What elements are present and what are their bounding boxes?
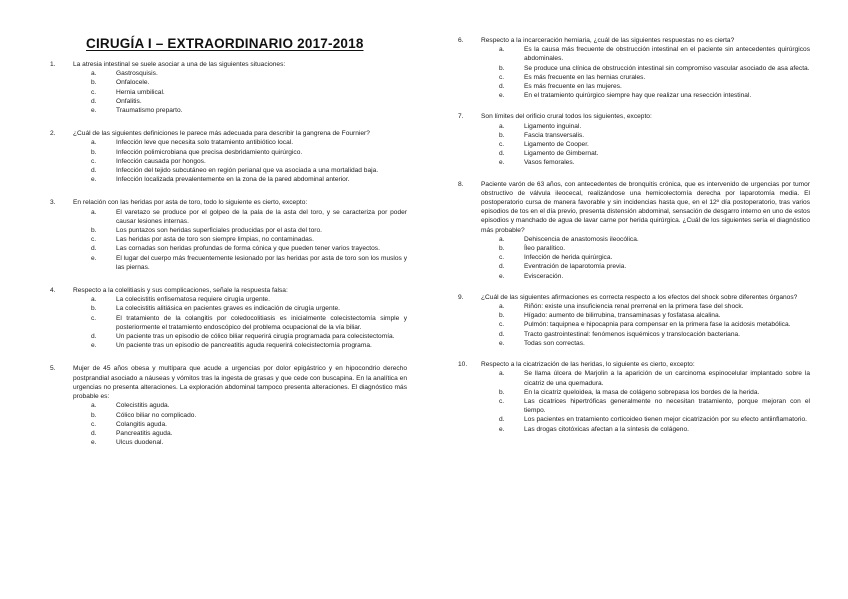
question-number: 2. [50,130,56,138]
option-letter: c. [499,141,505,149]
question-number: 10. [458,361,468,369]
question [458,180,810,281]
answer-option [73,208,407,226]
answer-options [481,302,810,348]
option-text: Infección del tejido subcutáneo en región perianal que va asociada a una mortalidad baja. [116,167,379,175]
question [458,360,810,434]
option-text: Es más frecuente en las mujeres. [524,83,622,91]
answer-option [481,330,810,339]
option-letter: d. [91,429,97,437]
answer-options [481,235,810,281]
option-letter: b. [499,312,505,320]
option-letter: a. [499,370,505,378]
option-text: Fascia transversalis. [524,131,585,139]
question-stem: Respecto a la cicatrización de las heridas, lo siguiente es cierto, excepto: [481,361,695,369]
option-letter: b. [499,64,505,72]
answer-option [481,302,810,311]
option-letter: d. [499,83,505,91]
answer-option [481,82,810,91]
option-letter: c. [91,420,97,428]
option-letter: a. [91,402,97,410]
option-text: Evisceración. [524,272,564,280]
question-stem: Respecto a la incarceración herniaria, ¿cuál de las siguientes respuestas no es cierta? [481,37,735,44]
option-letter: c. [499,321,505,329]
question-stem: Respecto a la colelitiasis y sus complicaciones, señale la respuesta falsa: [73,287,288,295]
option-text: En el tratamiento quirúrgico siempre hay que realizar una resección intestinal. [524,92,752,100]
option-text: Eventración de laparotomía previa. [524,263,627,271]
option-letter: a. [499,303,505,311]
option-text: Ligamento de Gimbernat. [524,150,599,158]
answer-option [73,438,407,447]
question-number: 7. [458,113,464,121]
option-letter: b. [91,79,97,87]
option-text: Tracto gastrointestinal: fenómenos isquémicos y translocación bacteriana. [524,330,740,338]
option-text: Un paciente tras un episodio de cólico biliar requerirá cirugía programada para colecistectomía. [116,333,395,341]
option-letter: a. [91,70,97,78]
option-text: Pancreatitis aguda. [116,429,173,437]
option-text: Infección leve que necesita solo tratamiento antibiótico local. [116,139,294,147]
answer-option [73,88,407,97]
option-letter: d. [91,333,97,341]
question [458,36,810,100]
option-letter: d. [91,167,97,175]
option-text: Los puntazos son heridas superficiales producidas por el asta del toro. [116,227,322,235]
option-letter: c. [499,73,505,81]
question [50,129,407,184]
question-stem: ¿Cuál de las siguientes definiciones le parece más adecuada para describir la gangrena de Fournier? [73,130,370,138]
question-number: 5. [50,365,56,373]
question-stem: La atresia intestinal se suele asociar a una de las siguientes situaciones: [73,61,286,68]
answer-option [481,244,810,253]
answer-options [73,401,407,447]
option-text: Infección polimicrobiana que precisa desbridamiento quirúrgico. [116,148,303,156]
question-number: 3. [50,199,56,207]
answer-option [73,295,407,304]
option-text: Los pacientes en tratamiento corticoideo tienen mejor cicatrización por su efecto antiinflamatorio. [524,416,807,424]
answer-option [481,388,810,397]
option-text: Colecistitis aguda. [116,402,170,410]
answer-option [73,226,407,235]
answer-option [73,401,407,410]
option-text: Onfalocele. [116,79,150,87]
option-text: Onfalitis. [116,97,142,105]
option-letter: e. [499,425,505,433]
answer-option [73,254,407,272]
option-text: El varetazo se produce por el golpeo de la pala de la asta del toro, y se caracteriza por poder causar lesiones internas. [116,208,407,225]
answer-option [73,341,407,350]
right-column [458,36,810,434]
option-letter: e. [91,342,97,350]
option-text: Íleo paralítico. [524,245,566,253]
option-letter: a. [499,235,505,243]
option-letter: d. [499,416,505,424]
option-letter: a. [91,296,97,304]
left-column [50,60,407,447]
answer-option [481,91,810,100]
option-text: El lugar del cuerpo más frecuentemente lesionado por las heridas por asta de toro son los muslos y las piernas. [116,254,407,271]
option-text: Hernia umbilical. [116,88,165,96]
option-text: Vasos femorales. [524,159,575,167]
option-letter: c. [91,236,97,244]
option-text: Cólico biliar no complicado. [116,411,197,419]
option-letter: e. [499,339,505,347]
answer-option [481,131,810,140]
answer-option [481,397,810,415]
answer-option [73,420,407,429]
option-text: Infección localizada prevalentemente en la zona de la pared abdominal anterior. [116,176,350,184]
option-letter: e. [91,254,97,262]
question-number: 9. [458,293,464,301]
answer-option [73,97,407,106]
option-text: Hígado: aumento de bilirrubina, transaminasas y fosfatasa alcalina. [524,312,721,320]
option-text: Las heridas por asta de toro son siempre limpias, no contaminadas. [116,236,314,244]
question-number: 6. [458,37,464,44]
option-text: Infección de herida quirúrgica. [524,254,613,262]
answer-option [73,304,407,313]
option-text: La colecistitis enfisematosa requiere cirugía urgente. [116,296,270,304]
answer-options [481,369,810,433]
answer-option [481,320,810,329]
answer-option [481,369,810,387]
answer-option [481,140,810,149]
answer-option [481,149,810,158]
answer-option [481,415,810,424]
option-text: La colecistitis alitiásica en pacientes graves es indicación de cirugía urgente. [116,305,340,313]
option-text: Ulcus duodenal. [116,439,164,447]
answer-option [481,339,810,348]
answer-option [73,106,407,115]
option-text: Colangitis aguda. [116,420,167,428]
option-letter: d. [91,245,97,253]
option-letter: d. [91,97,97,105]
answer-option [73,429,407,438]
answer-options [73,295,407,350]
option-letter: a. [91,208,97,216]
question-stem: Son límites del orificio crural todos los siguientes, excepto: [481,113,652,121]
question-number: 8. [458,180,464,188]
option-text: Pulmón: taquipnea e hipocapnia para compensar en la primera fase la acidosis metabólica. [524,321,791,329]
answer-option [481,253,810,262]
option-letter: c. [91,314,97,322]
option-text: Dehiscencia de anastomosis ileocólica. [524,235,639,243]
option-text: Las cornadas son heridas profundas de forma cónica y que pueden tener varios trayectos. [116,245,380,253]
question-stem: Mujer de 45 años obesa y multípara que acude a urgencias por dolor epigástrico y en hipocondrio derecho postprandial asociado a náuseas y vómitos tras la ingesta de grasas y que cede con buscapina. En la analítica en urgencias no presenta alteraciones. La exploración abdominal tampoco presenta alteraciones. El diagnóstico más probable es: [73,365,407,401]
option-letter: b. [91,305,97,313]
option-letter: e. [91,439,97,447]
option-letter: b. [499,388,505,396]
option-text: Traumatismo preparto. [116,107,183,115]
option-text: Gastrosquisis. [116,70,158,78]
option-letter: e. [499,159,505,167]
option-letter: b. [499,245,505,253]
option-letter: c. [499,397,505,405]
answer-options [73,138,407,184]
question-stem: ¿Cuál de las siguientes afirmaciones es correcta respecto a los efectos del shock sobre diferentes órganos? [481,293,798,301]
option-text: Se llama úlcera de Marjolin a la aparición de un carcinoma espinocelular implantado sobre la cicatriz de una quemadura. [524,370,810,387]
option-letter: e. [499,92,505,100]
question [50,60,407,115]
option-letter: b. [499,131,505,139]
question [458,293,810,348]
question-number: 1. [50,61,56,68]
answer-option [73,157,407,166]
answer-options [481,45,810,100]
option-letter: b. [91,227,97,235]
answer-option [73,314,407,332]
option-letter: c. [91,88,97,96]
answer-option [73,175,407,184]
question [458,112,810,167]
option-text: Las cicatrices hipertróficas generalmente no necesitan tratamiento, porque mejoran con el tiempo. [524,397,810,415]
option-text: Todas son correctas. [524,339,585,347]
option-text: El tratamiento de la colangitis por coledocolitiasis es inicialmente colecistectomía simple y posteriormente el tratamiento endoscópico del problema ocupacional de la vía biliar. [116,314,407,331]
question [50,286,407,350]
option-letter: c. [499,254,505,262]
option-text: En la cicatriz queloidea, la masa de colágeno sobrepasa los bordes de la herida. [524,388,760,396]
answer-option [481,272,810,281]
question [50,364,407,447]
answer-option [73,148,407,157]
option-text: Infección causada por hongos. [116,157,206,165]
answer-option [73,244,407,253]
answer-options [73,208,407,272]
answer-options [481,122,810,168]
question-number: 4. [50,287,56,295]
answer-option [481,262,810,271]
option-letter: a. [499,122,505,130]
option-text: Un paciente tras un episodio de pancreatitis aguda requerirá colecistectomía programa. [116,342,372,350]
question-stem: En relación con las heridas por asta de toro, todo lo siguiente es cierto, excepto: [73,199,308,207]
answer-option [73,69,407,78]
option-letter: d. [499,330,505,338]
answer-option [481,45,810,63]
answer-option [481,311,810,320]
option-letter: a. [91,139,97,147]
option-text: Es la causa más frecuente de obstrucción intestinal en el paciente sin antecedentes quirúrgicos abdominales. [524,46,810,63]
option-text: Ligamento inguinal. [524,122,582,130]
question [50,198,407,272]
answer-option [73,411,407,420]
option-letter: e. [91,176,97,184]
answer-option [73,166,407,175]
option-text: Riñón: existe una insuficiencia renal prerrenal en la primera fase del shock. [524,303,744,311]
answer-option [73,78,407,87]
answer-option [73,235,407,244]
answer-option [481,64,810,73]
answer-option [73,332,407,341]
answer-option [481,122,810,131]
option-text: Ligamento de Cooper. [524,141,589,149]
answer-option [481,158,810,167]
option-text: Es más frecuente en las hernias crurales. [524,73,646,81]
option-letter: d. [499,263,505,271]
answer-option [481,235,810,244]
option-letter: b. [91,148,97,156]
option-text: Las drogas citotóxicas afectan a la síntesis de colágeno. [524,425,689,433]
option-letter: b. [91,411,97,419]
option-letter: a. [499,46,505,54]
option-letter: e. [499,272,505,280]
option-letter: e. [91,107,97,115]
page-title: CIRUGÍA I – EXTRAORDINARIO 2017-2018 [86,36,364,51]
answer-option [481,73,810,82]
answer-option [481,425,810,434]
answer-options [73,69,407,115]
question-stem: Paciente varón de 63 años, con antecedentes de bronquitis crónica, que es intervenido de urgencias por tumor obstructivo de válvula ileocecal, realizándose una hemicolectomía derecha por laparotomía media. El postoperatorio cursa de manera favorable y sin incidencias hasta que, en el 12º día postoperatorio, tras varios episodios de tos en el día previo, presenta distensión abdominal, sensación de desgarro interno en uno de estos episodios y manchado de agua de lavar carne por herida quirúrgica. ¿Cuál de los siguientes sería el diagnóstico más probable? [481,180,810,234]
answer-option [73,138,407,147]
option-letter: c. [91,157,97,165]
option-letter: d. [499,150,505,158]
option-text: Se produce una clínica de obstrucción intestinal sin compromiso vascular asociado de asa afecta. [524,64,810,72]
